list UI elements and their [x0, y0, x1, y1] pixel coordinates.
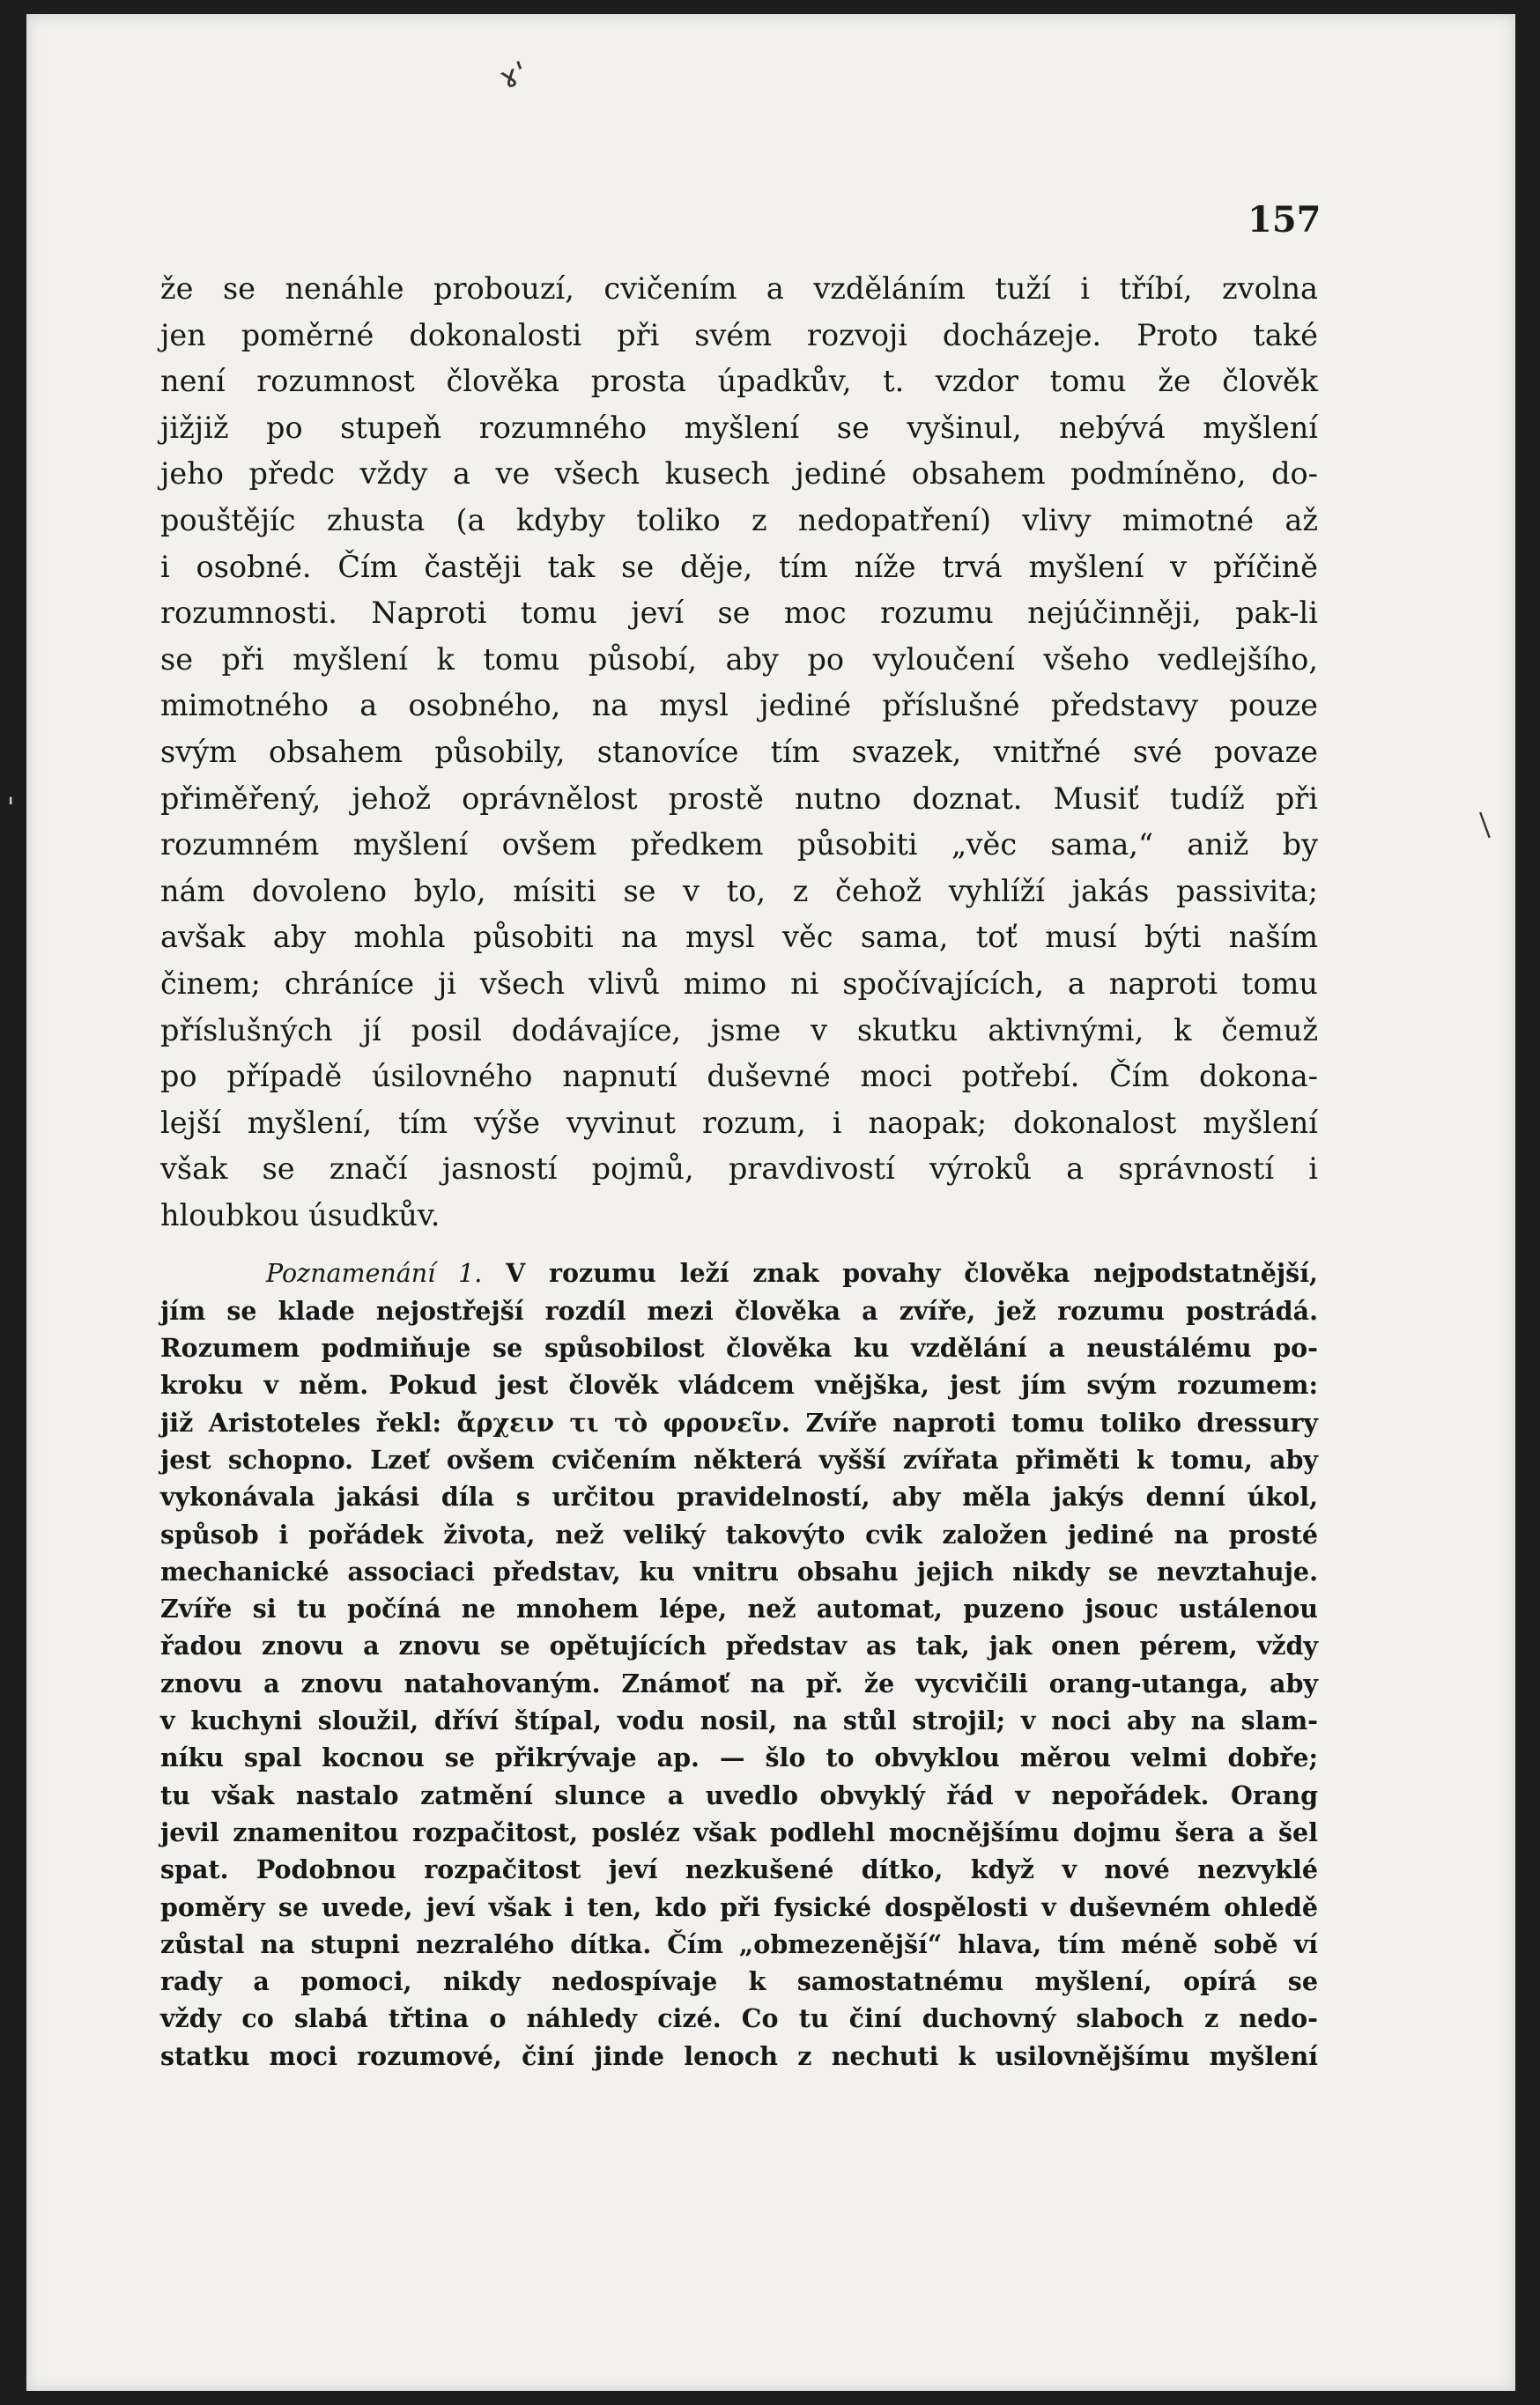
note-line: již Aristoteles řekl: ἄρχειν τι τὸ φρονεῖν. Zvíře naproti tomu toliko dressury	[160, 1407, 1318, 1438]
page-number: 157	[1248, 199, 1322, 240]
margin-mark-right: —	[1464, 804, 1508, 845]
note-line: jevil znamenitou rozpačitost, posléz však podlehl mocnějšímu dojmu šera a šel	[160, 1817, 1318, 1847]
note-line: v kuchyni sloužil, dříví štípal, vodu nosil, na stůl strojil; v noci aby na slam-	[160, 1706, 1318, 1736]
note-line: řadou znovu a znovu se opětujících představ as tak, jak onen pérem, vždy	[160, 1631, 1318, 1661]
text-line: po případě úsilovného napnutí duševné moci potřebí. Čím dokona-	[160, 1059, 1318, 1094]
text-line: činem; chráníce ji všech vlivů mimo ni spočívajících, a naproti tomu	[160, 966, 1318, 1001]
text-line: jižjiž po stupeň rozumného myšlení se vyšinul, nebývá myšlení	[160, 410, 1318, 445]
text-line: nám dovoleno bylo, mísiti se v to, z čehož vyhlíží jakás passivita;	[160, 873, 1318, 908]
note-line: spůsob i pořádek života, než veliký takovýto cvik založen jediné na prosté	[160, 1519, 1318, 1550]
note-line: znovu a znovu natahovaným. Známoť na př. že vycvičili orang-utanga, aby	[160, 1668, 1318, 1698]
note-line: rady a pomoci, nikdy nedospívaje k samostatnému myšlení, opírá se	[160, 1966, 1318, 1997]
note-line: vždy co slabá třtina o náhledy cizé. Co tu činí duchovný slaboch z nedo-	[160, 2003, 1318, 2034]
text-line: lejší myšlení, tím výše vyvinut rozum, i naopak; dokonalost myšlení	[160, 1105, 1318, 1140]
note-line: jest schopno. Lzeť ovšem cvičením některá vyšší zvířata přiměti k tomu, aby	[160, 1444, 1318, 1475]
text-line: přiměřený, jehož oprávnělost prostě nutno doznat. Musiť tudíž při	[160, 781, 1318, 816]
note-line: jím se klade nejostřejší rozdíl mezi člověka a zvíře, jež rozumu postrádá.	[160, 1295, 1318, 1326]
text-line: že se nenáhle probouzí, cvičením a vzděláním tuží i tříbí, zvolna	[160, 271, 1318, 306]
text-line: však se značí jasností pojmů, pravdivostí výroků a správností i	[160, 1151, 1318, 1187]
note-line: spat. Podobnou rozpačitost jeví nezkušené dítko, když v nové nezvyklé	[160, 1854, 1318, 1885]
note-line: níku spal kocnou se přikrývaje ap. — šlo to obvyklou měrou velmi dobře;	[160, 1743, 1318, 1773]
note-line: kroku v něm. Pokud jest člověk vládcem vnějška, jest jím svým rozumem:	[160, 1370, 1318, 1401]
text-line: příslušných jí posil dodávajíce, jsme v skutku aktivnými, k čemuž	[160, 1012, 1318, 1047]
text-line: svým obsahem působily, stanovíce tím svazek, vnitřné své povaze	[160, 734, 1318, 769]
book-page	[26, 14, 1515, 2391]
text-line: hloubkou úsudkův.	[160, 1197, 441, 1232]
text-line: rozumnosti. Naproti tomu jeví se moc rozumu nejúčinněji, pak-li	[160, 596, 1318, 631]
note-line: tu však nastalo zatmění slunce a uvedlo obvyklý řád v nepořádek. Orang	[160, 1780, 1318, 1810]
text-line: jen poměrné dokonalosti při svém rozvoji docházeje. Proto také	[160, 317, 1318, 352]
note-label: Poznamenání 1.	[266, 1259, 483, 1289]
note-line	[160, 1254, 1318, 1291]
note-line: mechanické associaci představ, ku vnitru obsahu jejich nikdy se nevztahuje.	[160, 1556, 1318, 1587]
note-line: statku moci rozumové, činí jinde lenoch z nechuti k usilovnějšímu myšlení	[160, 2040, 1318, 2071]
margin-mark-left: '	[7, 793, 15, 824]
text-line: jeho předc vždy a ve všech kusech jediné obsahem podmíněno, do-	[160, 456, 1318, 492]
text-line: avšak aby mohla působiti na mysl věc sama, toť musí býti naším	[160, 920, 1318, 955]
note-line: poměry se uvede, jeví však i ten, kdo při fysické dospělosti v duševném ohledě	[160, 1891, 1318, 1922]
text-line: pouštějíc zhusta (a kdyby toliko z nedopatření) vlivy mimotné až	[160, 502, 1318, 537]
note-line: Zvíře si tu počíná ne mnohem lépe, než automat, puzeno jsouc ustálenou	[160, 1594, 1318, 1624]
note-line: Rozumem podmiňuje se spůsobilost člověka ku vzdělání a neustálému po-	[160, 1333, 1318, 1364]
margin-mark-top: ɤ'	[495, 55, 532, 97]
note-line: vykonávala jakási díla s určitou pravidelností, aby měla jakýs denní úkol,	[160, 1482, 1318, 1513]
note-line: zůstal na stupni nezralého dítka. Čím „obmezenější“ hlava, tím méně sobě ví	[160, 1928, 1318, 1959]
note-first-text: V rozumu leží znak povahy člověka nejpodstatnější,	[506, 1258, 1318, 1289]
text-line: rozumném myšlení ovšem předkem působiti „věc sama,“ aniž by	[160, 827, 1318, 862]
text-line: se při myšlení k tomu působí, aby po vyloučení všeho vedlejšího,	[160, 641, 1318, 677]
text-line: i osobné. Čím častěji tak se děje, tím níže trvá myšlení v příčině	[160, 549, 1318, 584]
text-line: není rozumnost člověka prosta úpadkův, t. vzdor tomu že člověk	[160, 364, 1318, 399]
footnote-block	[160, 1254, 1318, 2075]
text-line: mimotného a osobného, na mysl jediné příslušné představy pouze	[160, 688, 1318, 723]
main-text	[160, 266, 1318, 2075]
